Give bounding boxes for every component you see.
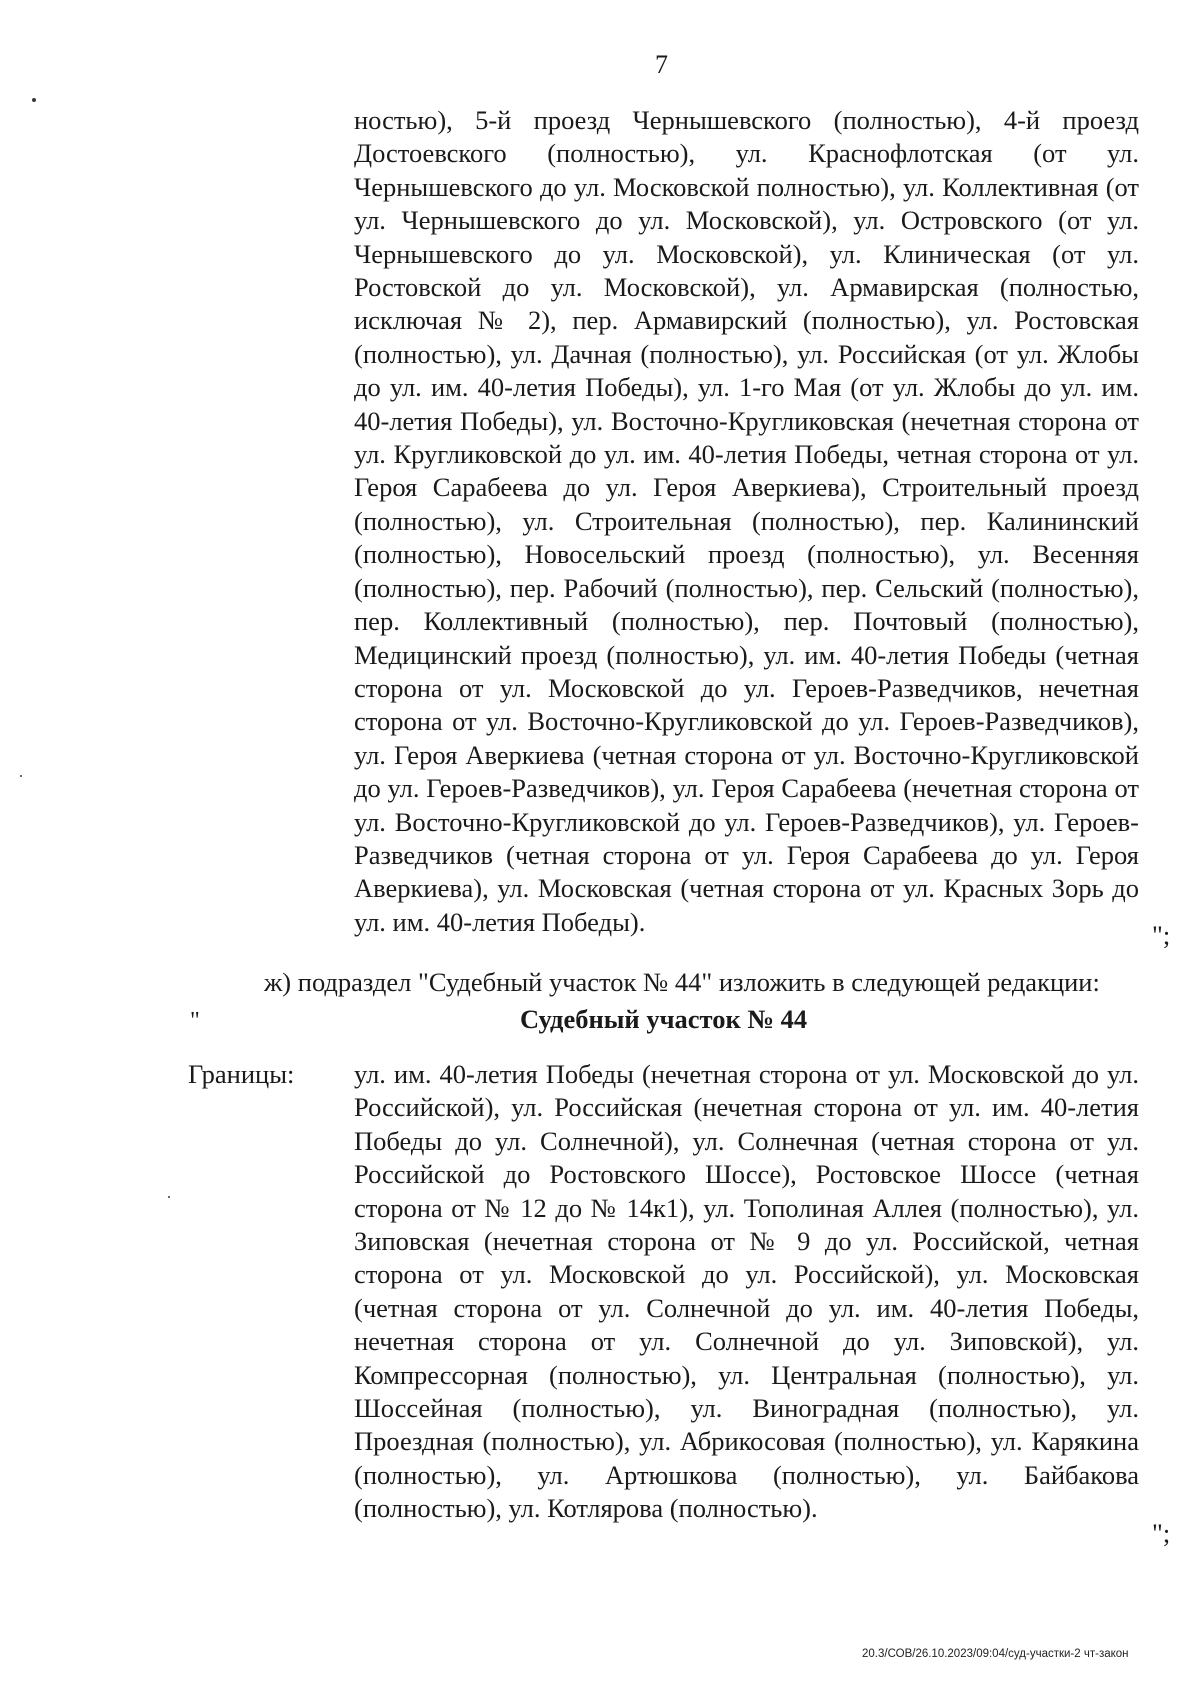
scan-speck <box>168 1196 170 1198</box>
closing-quote-mark: "; <box>1152 1518 1171 1548</box>
borders-label: Границы: <box>188 1059 295 1089</box>
closing-quote-mark: "; <box>1152 920 1171 950</box>
amendment-instruction: ж) подраздел "Судебный участок № 44" изложить в следующей редакции: <box>264 967 1100 997</box>
scan-speck <box>20 775 22 777</box>
opening-quote-mark: " <box>190 1008 200 1034</box>
continuation-paragraph: ностью), 5-й проезд Чернышевского (полностью), 4-й проезд Достоевского (полностью), ул. Краснофлотская (от ул. Чернышевского до ул. Московской полностью), ул. Коллективная (от ул. Чернышевского до ул. Московской), ул. Островского (от ул. Чернышевского до ул. Московской), ул. Клиническая (от ул. Ростовской до ул. Московской), ул. Армавирская (полностью, исключая № 2), пер. Армавирский (полностью), ул. Ростовская (полностью), ул. Дачная (полностью), ул. Российская (от ул. Жлобы до ул. им. 40-летия Победы), ул. 1-го Мая (от ул. Жлобы до ул. им. 40-летия Победы), ул. Восточно-Кругликовская (нечетная сторона от ул. Кругликовской до ул. им. 40-летия Победы, четная сторона от ул. Героя Сарабеева до ул. Героя Аверкиева), Строительный проезд (полностью), ул. Строительная (полностью), пер. Калининский (полностью), Новосельский проезд (полностью), ул. Весенняя (полностью), пер. Рабочий (полностью), пер. Сельский (полностью), пер. Коллективный (полностью), пер. Почтовый (полностью), Медицинский проезд (полностью), ул. им. 40-летия Победы (четная сторона от ул. Московской до ул. Героев-Разведчиков, нечетная сторона от ул. Восточно-Кругликовской до ул. Героев-Разведчиков), ул. Героя Аверкиева (четная сторона от ул. Восточно-Кругликовской до ул. Героев-Разведчиков), ул. Героя Сарабеева (нечетная сторона от ул. Восточно-Кругликовской до ул. Героев-Разведчиков), ул. Героев-Разведчиков (четная сторона от ул. Героя Сарабеева до ул. Героя Аверкиева), ул. Московская (четная сторона от ул. Красных Зорь до ул. им. 40-летия Победы). <box>354 105 1139 937</box>
page-number: 7 <box>655 50 668 79</box>
document-footer-code: 20.3/СОВ/26.10.2023/09:04/суд-участки-2 чт-закон <box>862 1648 1129 1660</box>
borders-paragraph: ул. им. 40-летия Победы (нечетная сторона от ул. Московской до ул. Российской), ул. Российская (нечетная сторона от ул. им. 40-летия Победы до ул. Солнечной), ул. Солнечная (четная сторона от ул. Российской до Ростовского Шоссе), Ростовское Шоссе (четная сторона от № 12 до № 14к1), ул. Тополиная Аллея (полностью), ул. Зиповская (нечетная сторона от № 9 до ул. Российской, четная сторона от ул. Московской до ул. Российской), ул. Московская (четная сторона от ул. Солнечной до ул. им. 40-летия Победы, нечетная сторона от ул. Солнечной до ул. Зиповской), ул. Компрессорная (полностью), ул. Центральная (полностью), ул. Шоссейная (полностью), ул. Виноградная (полностью), ул. Проездная (полностью), ул. Абрикосовая (полностью), ул. Карякина (полностью), ул. Артюшкова (полностью), ул. Байбакова (полностью), ул. Котлярова (полностью). <box>354 1059 1139 1524</box>
section-heading: Судебный участок № 44 <box>520 1004 808 1034</box>
scan-speck <box>32 98 36 102</box>
